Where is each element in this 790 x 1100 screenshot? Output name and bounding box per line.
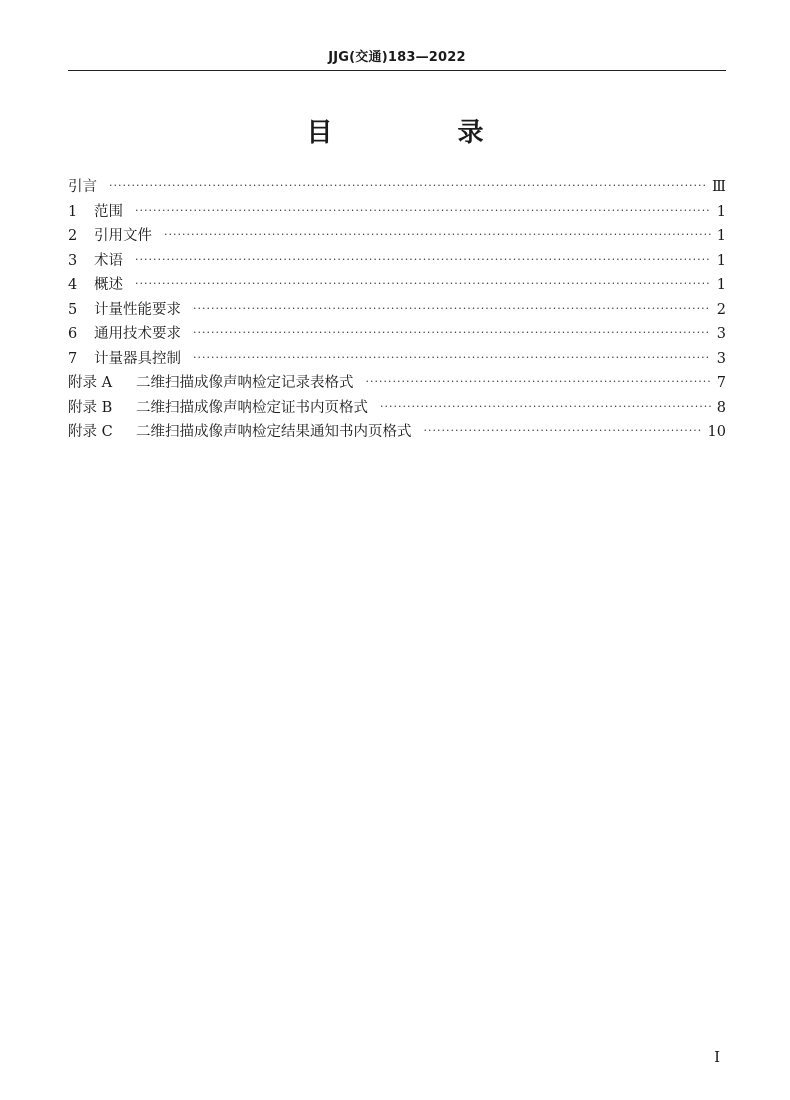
toc-entry-label: 引言	[68, 179, 97, 195]
toc-page-number: 3	[716, 326, 726, 342]
toc-leader-dots	[380, 395, 711, 420]
toc-section-title: 计量性能要求	[94, 301, 181, 318]
header-rule	[68, 70, 726, 71]
toc-page-number: Ⅲ	[712, 179, 726, 195]
toc-entry-appendix-b[interactable]	[68, 396, 726, 421]
toc-entry-label	[68, 371, 354, 396]
toc-section-number: 2	[68, 228, 78, 244]
toc-leader-dots	[135, 272, 711, 297]
toc-section-title: 通用技术要求	[94, 326, 181, 342]
toc-entry-technical-requirements[interactable]	[68, 322, 726, 347]
toc-section-number: 5	[68, 301, 78, 318]
toc-entry-label	[68, 420, 412, 445]
toc-page-number: 10	[707, 424, 726, 440]
toc-entry-label	[68, 249, 123, 274]
toc-section-number: 3	[68, 252, 78, 269]
toc-leader-dots	[164, 223, 711, 248]
toc-appendix-number: 附录 C	[68, 424, 113, 440]
toc-entry-label	[68, 200, 123, 225]
toc-section-number: 4	[68, 277, 78, 293]
toc-leader-dots	[193, 297, 711, 322]
toc-entry-label	[68, 396, 368, 421]
toc-leader-dots	[424, 419, 702, 444]
toc-entry-instrument-control[interactable]	[68, 347, 726, 372]
toc-appendix-number: 附录 A	[68, 375, 113, 391]
toc-section-title: 二维扫描成像声呐检定证书内页格式	[136, 399, 368, 416]
toc-appendix-number: 附录 B	[68, 399, 113, 416]
toc-section-number: 1	[68, 203, 78, 220]
toc-entry-overview[interactable]	[68, 273, 726, 298]
toc-leader-dots	[193, 321, 711, 346]
toc-section-title: 术语	[94, 252, 123, 269]
toc-page-number: 1	[716, 252, 726, 269]
toc-section-title: 二维扫描成像声呐检定记录表格式	[136, 375, 354, 391]
toc-entry-metrological-requirements[interactable]	[68, 298, 726, 323]
toc-page-number: 1	[716, 228, 726, 244]
toc-section-title: 引用文件	[94, 228, 152, 244]
toc-section-title: 计量器具控制	[94, 350, 181, 367]
toc-page-number: 1	[716, 277, 726, 293]
toc-entry-label	[68, 224, 152, 249]
toc-section-number: 7	[68, 350, 78, 367]
toc-leader-dots	[193, 346, 711, 371]
toc-section-title: 二维扫描成像声呐检定结果通知书内页格式	[136, 424, 412, 440]
toc-entry-foreword[interactable]	[68, 175, 726, 200]
toc-page-number: 8	[716, 399, 726, 416]
toc-entry-label	[68, 347, 181, 372]
toc-entry-appendix-a[interactable]	[68, 371, 726, 396]
toc-leader-dots	[135, 248, 711, 273]
toc-leader-dots	[109, 174, 706, 199]
toc-entry-label	[68, 273, 123, 298]
toc-entry-label	[68, 322, 181, 347]
page-title: 目 录	[306, 118, 542, 148]
toc-section-title: 范围	[94, 203, 123, 220]
toc-page-number: 1	[716, 203, 726, 220]
toc-page-number: 7	[716, 375, 726, 391]
toc-page-number: 3	[716, 350, 726, 367]
toc-entry-label	[68, 298, 181, 323]
toc-leader-dots	[366, 370, 711, 395]
running-header: JJG(交通)183—2022	[328, 50, 466, 65]
toc-entry-terms[interactable]	[68, 249, 726, 274]
toc-section-number: 6	[68, 326, 78, 342]
toc-entry-scope[interactable]	[68, 200, 726, 225]
page-number: I	[714, 1048, 720, 1066]
toc-entry-references[interactable]	[68, 224, 726, 249]
table-of-contents	[68, 175, 726, 445]
toc-section-title: 概述	[94, 277, 123, 293]
toc-entry-appendix-c[interactable]	[68, 420, 726, 445]
toc-leader-dots	[135, 199, 711, 224]
toc-page-number: 2	[716, 301, 726, 318]
